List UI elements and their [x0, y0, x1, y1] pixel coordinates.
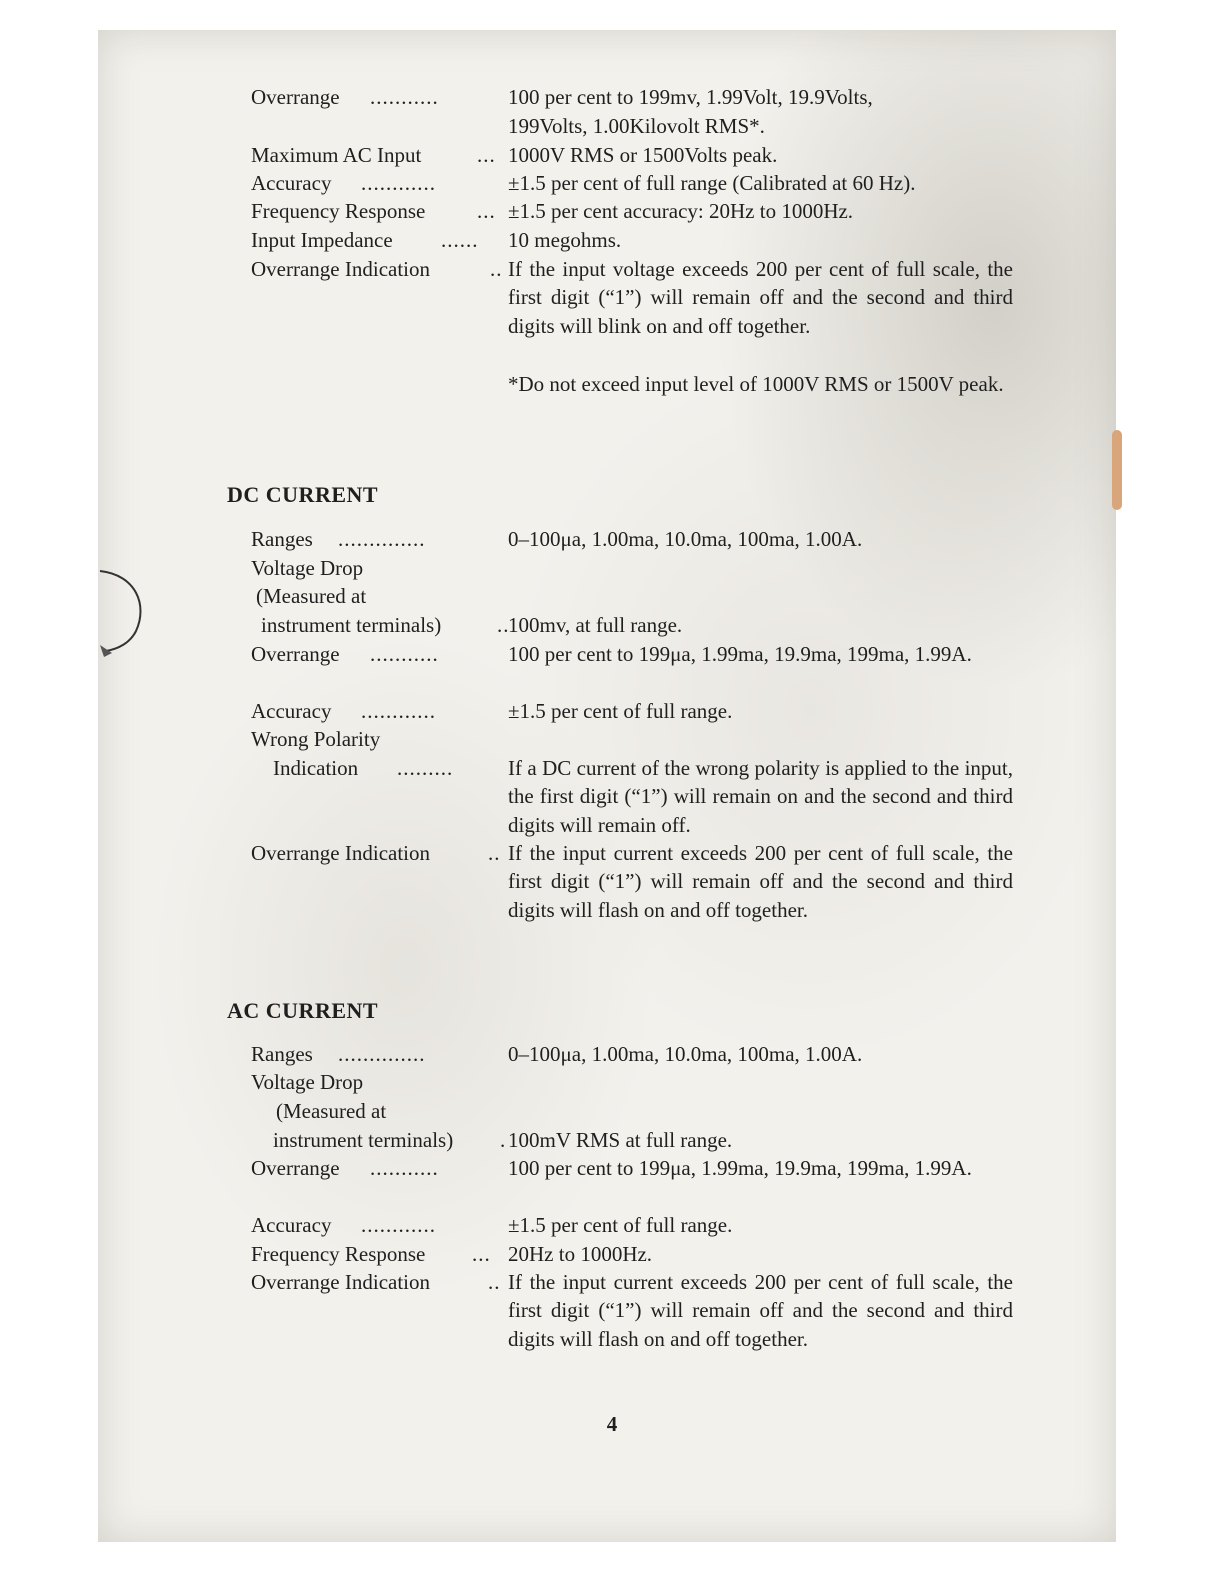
leader-dots: .	[500, 1128, 507, 1152]
spec-label: Frequency Response	[251, 1242, 426, 1266]
spec-value: 20Hz to 1000Hz.	[508, 1242, 653, 1266]
spec-label: Overrange Indication	[251, 841, 431, 865]
spec-paragraph: 100 per cent to 199μa, 1.99ma, 19.9ma, 199ma, 1.99A.	[508, 642, 972, 666]
spec-paragraph: If the input current exceeds 200 per cent of full scale, the first digit (“1”) will remain off and the second and third digits will flash on and off together.	[508, 841, 1013, 922]
spec-label: instrument terminals)	[273, 1128, 454, 1152]
spec-label: Wrong Polarity	[251, 727, 381, 751]
spec-label: Ranges	[251, 1042, 313, 1066]
leader-dots: ..	[488, 841, 501, 865]
spec-row-voltage-drop	[0, 1068, 1224, 1096]
spec-label: Overrange	[251, 1156, 340, 1180]
spec-label: Accuracy	[251, 699, 332, 723]
spec-row-ranges	[0, 1040, 1224, 1068]
spec-row-max-ac-input	[0, 141, 1224, 169]
leader-dots: ...	[477, 143, 496, 167]
spec-row-overrange	[0, 83, 1224, 111]
leader-dots: ...........	[370, 1156, 439, 1180]
spec-label: Ranges	[251, 527, 313, 551]
spec-value: 100mV RMS at full range.	[508, 1128, 733, 1152]
spec-label: instrument terminals)	[261, 613, 442, 637]
leader-dots: ..	[488, 1270, 501, 1294]
leader-dots: ..	[497, 613, 510, 637]
spec-row-voltage-drop-cont	[0, 582, 1224, 610]
spec-label: (Measured at	[276, 1099, 387, 1123]
spec-row-ranges	[0, 525, 1224, 553]
spec-value: 0–100μa, 1.00ma, 10.0ma, 100ma, 1.00A.	[508, 527, 863, 551]
spec-label: Voltage Drop	[251, 1070, 364, 1094]
leader-dots: ......	[441, 228, 479, 252]
spec-row-accuracy	[0, 1211, 1224, 1239]
spec-value: 10 megohms.	[508, 228, 622, 252]
leader-dots: ............	[361, 1213, 436, 1237]
spec-label: Accuracy	[251, 1213, 332, 1237]
spec-value: ±1.5 per cent of full range.	[508, 1213, 733, 1237]
spec-row-accuracy	[0, 697, 1224, 725]
paper-stain	[1112, 430, 1122, 510]
leader-dots: ...	[472, 1242, 491, 1266]
spec-paragraph: 100 per cent to 199μa, 1.99ma, 19.9ma, 199ma, 1.99A.	[508, 1156, 972, 1180]
spec-label: Maximum AC Input	[251, 143, 422, 167]
spec-value: ±1.5 per cent of full range.	[508, 699, 733, 723]
spec-row-voltage-drop-terminals	[0, 1126, 1224, 1154]
spec-value: 100 per cent to 199mv, 1.99Volt, 19.9Volts,	[508, 85, 873, 109]
leader-dots: ..	[490, 257, 503, 281]
spec-label: Overrange Indication	[251, 1270, 431, 1294]
spec-value: ±1.5 per cent accuracy: 20Hz to 1000Hz.	[508, 199, 854, 223]
leader-dots: ..............	[338, 527, 426, 551]
section-heading-dc-current: DC CURRENT	[227, 482, 379, 507]
spec-paragraph: If a DC current of the wrong polarity is applied to the input, the first digit (“1”) will remain on and the second and third digits will remain off.	[508, 756, 1013, 837]
spec-label: Frequency Response	[251, 199, 426, 223]
spec-paragraph: If the input voltage exceeds 200 per cent of full scale, the first digit (“1”) will remain off and the second and third digits will blink on and off together.	[508, 257, 1013, 338]
leader-dots: ...........	[370, 85, 439, 109]
spec-value: ±1.5 per cent of full range (Calibrated at 60 Hz).	[508, 171, 916, 195]
spec-row-accuracy	[0, 169, 1224, 197]
spec-row-input-impedance	[0, 226, 1224, 254]
leader-dots: ..............	[338, 1042, 426, 1066]
leader-dots: ...	[477, 199, 496, 223]
leader-dots: ............	[361, 171, 436, 195]
spec-label: Voltage Drop	[251, 556, 364, 580]
spec-row-overrange-cont	[0, 112, 1224, 140]
spec-value: 100mv, at full range.	[508, 613, 683, 637]
spec-value: 1000V RMS or 1500Volts peak.	[508, 143, 778, 167]
spec-row-voltage-drop-cont	[0, 1097, 1224, 1125]
spec-label: Input Impedance	[251, 228, 393, 252]
spec-row-wrong-polarity	[0, 725, 1224, 753]
spec-value: 0–100μa, 1.00ma, 10.0ma, 100ma, 1.00A.	[508, 1042, 863, 1066]
spec-row-voltage-drop-terminals	[0, 611, 1224, 639]
leader-dots: ............	[361, 699, 436, 723]
spec-label: Indication	[273, 756, 359, 780]
footnote: *Do not exceed input level of 1000V RMS or 1500V peak.	[508, 372, 1004, 396]
leader-dots: ...........	[370, 642, 439, 666]
spec-paragraph: If the input current exceeds 200 per cent of full scale, the first digit (“1”) will remain off and the second and third digits will flash on and off together.	[508, 1270, 1013, 1351]
leader-dots: .........	[397, 756, 454, 780]
spec-label: (Measured at	[256, 584, 367, 608]
spec-label: Accuracy	[251, 171, 332, 195]
spec-value: 199Volts, 1.00Kilovolt RMS*.	[508, 114, 765, 138]
section-heading-ac-current: AC CURRENT	[227, 998, 379, 1023]
spec-label: Overrange Indication	[251, 257, 431, 281]
page-number: 4	[606, 1412, 618, 1436]
spec-row-frequency-response	[0, 1240, 1224, 1268]
spec-row-voltage-drop	[0, 554, 1224, 582]
spec-row-frequency-response	[0, 197, 1224, 225]
spec-label: Overrange	[251, 85, 340, 109]
spec-label: Overrange	[251, 642, 340, 666]
